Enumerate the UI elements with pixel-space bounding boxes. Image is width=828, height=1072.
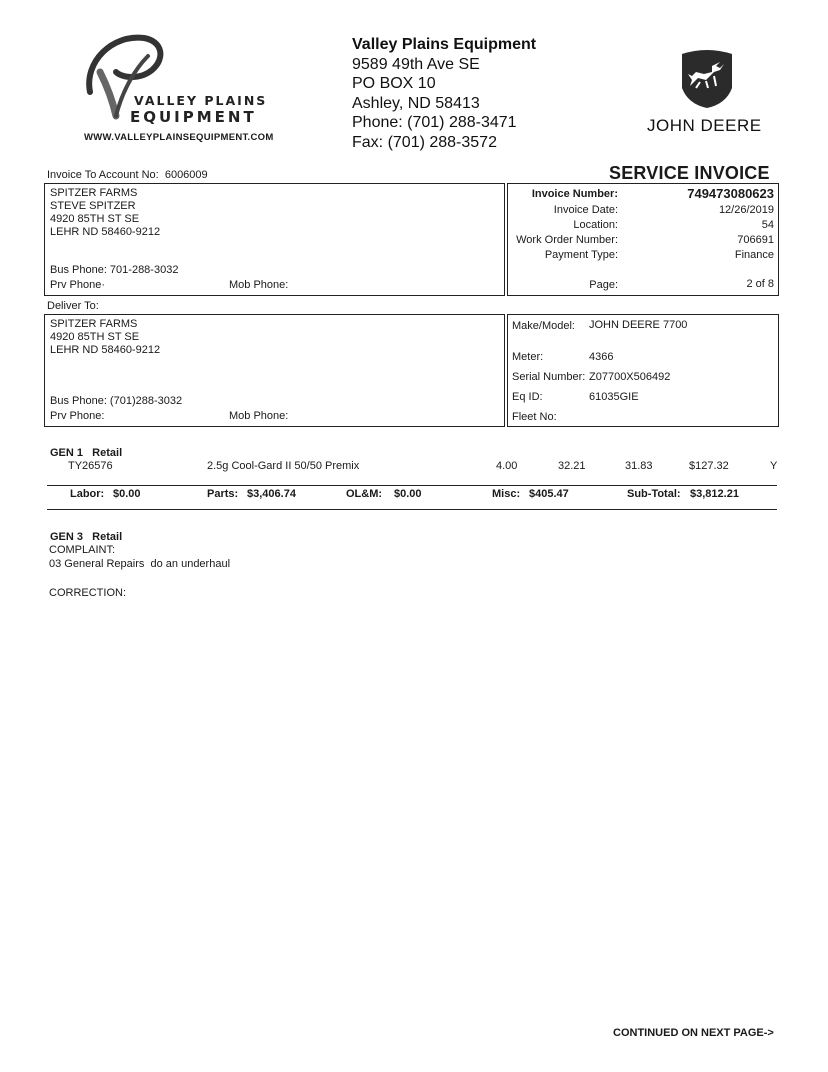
account-label: Invoice To Account No: bbox=[47, 169, 159, 181]
page-label: Page: bbox=[589, 279, 618, 291]
deliver-to-prv-phone: Prv Phone: bbox=[50, 410, 105, 422]
payment-type-label: Payment Type: bbox=[544, 249, 618, 261]
account-number: 6006009 bbox=[164, 169, 208, 181]
deliver-to-mob-phone: Mob Phone: bbox=[229, 410, 289, 422]
dealer-fax: Fax: (701) 288-3572 bbox=[352, 133, 497, 151]
page-value: 2 of 8 bbox=[746, 278, 774, 290]
line-item-list-price: 32.21 bbox=[558, 460, 586, 472]
make-model-label: Make/Model: bbox=[512, 320, 575, 332]
line-item-tax-flag: Y bbox=[770, 460, 778, 472]
olm-value: $0.00 bbox=[394, 488, 422, 500]
bill-to-line: STEVE SPITZER bbox=[50, 200, 136, 212]
fleet-no-label: Fleet No: bbox=[512, 411, 557, 423]
invoice-title: SERVICE INVOICE bbox=[609, 163, 770, 183]
misc-label: Misc: bbox=[492, 488, 521, 500]
deer-icon bbox=[676, 48, 738, 110]
bill-to-bus-phone: Bus Phone: 701-288-3032 bbox=[50, 264, 179, 276]
parts-label: Parts: bbox=[207, 488, 239, 500]
john-deere-logo bbox=[645, 48, 770, 138]
labor-label: Labor: bbox=[70, 488, 105, 500]
bill-to-box bbox=[44, 183, 505, 296]
eq-id-value: 61035GIE bbox=[589, 391, 639, 403]
totals-bottom-rule bbox=[47, 509, 777, 510]
work-order-value: 706691 bbox=[737, 234, 774, 246]
dealer-name: Valley Plains Equipment bbox=[352, 36, 537, 53]
equipment-box bbox=[507, 314, 779, 427]
account-number-row bbox=[47, 169, 208, 182]
dealer-city-state-zip: Ashley, ND 58413 bbox=[352, 94, 480, 112]
dealer-logo bbox=[82, 32, 282, 147]
line-item-qty: 4.00 bbox=[496, 460, 518, 472]
bill-to-line: SPITZER FARMS bbox=[50, 187, 138, 199]
deliver-to-heading: Deliver To: bbox=[47, 300, 99, 312]
serial-number-value: Z07700X506492 bbox=[589, 371, 671, 383]
complaint-text: 03 General Repairs do an underhaul bbox=[49, 558, 231, 570]
subtotal-value: $3,812.21 bbox=[690, 488, 739, 500]
dealer-address-line1: 9589 49th Ave SE bbox=[352, 55, 480, 73]
bill-to-line: 4920 85TH ST SE bbox=[50, 213, 140, 225]
correction-label: CORRECTION: bbox=[49, 587, 126, 599]
invoice-number-label: Invoice Number: bbox=[531, 188, 618, 200]
gen1-heading: GEN 1 Retail bbox=[50, 447, 123, 459]
make-model-value: JOHN DEERE 7700 bbox=[589, 319, 688, 331]
continued-note: CONTINUED ON NEXT PAGE-> bbox=[613, 1027, 774, 1039]
invoice-date-value: 12/26/2019 bbox=[718, 204, 774, 216]
complaint-label: COMPLAINT: bbox=[49, 544, 116, 556]
meter-value: 4366 bbox=[589, 351, 614, 363]
work-order-label: Work Order Number: bbox=[516, 234, 618, 246]
deliver-to-line: LEHR ND 58460-9212 bbox=[50, 344, 161, 356]
payment-type-value: Finance bbox=[734, 249, 774, 261]
deliver-to-box bbox=[44, 314, 505, 427]
line-item-extended: $127.32 bbox=[689, 460, 729, 472]
line-item-net-price: 31.83 bbox=[625, 460, 653, 472]
brand-name: JOHN DEERE bbox=[647, 116, 762, 135]
location-label: Location: bbox=[573, 219, 618, 231]
deliver-to-bus-phone: Bus Phone: (701)288-3032 bbox=[50, 395, 183, 407]
subtotal-label: Sub-Total: bbox=[627, 488, 681, 500]
eq-id-label: Eq ID: bbox=[512, 391, 543, 403]
gen3-heading: GEN 3 Retail bbox=[50, 531, 123, 543]
dealer-website: WWW.VALLEYPLAINSEQUIPMENT.COM bbox=[84, 132, 274, 143]
line-item-part: TY26576 bbox=[68, 460, 113, 472]
deliver-to-line: SPITZER FARMS bbox=[50, 318, 138, 330]
misc-value: $405.47 bbox=[529, 488, 569, 500]
totals-row bbox=[0, 488, 828, 502]
logo-line-1: VALLEY PLAINS bbox=[134, 93, 268, 108]
invoice-date-label: Invoice Date: bbox=[553, 204, 618, 216]
dealer-address-line2: PO BOX 10 bbox=[352, 75, 436, 92]
dealer-address bbox=[352, 35, 592, 152]
bill-to-prv-phone: Prv Phone· bbox=[50, 279, 106, 291]
olm-label: OL&M: bbox=[346, 488, 383, 500]
line-item-description: 2.5g Cool-Gard II 50/50 Premix bbox=[207, 460, 360, 472]
bill-to-mob-phone: Mob Phone: bbox=[229, 279, 289, 291]
invoice-details-box bbox=[507, 183, 779, 296]
logo-line-2: EQUIPMENT bbox=[130, 108, 257, 126]
serial-number-label: Serial Number: bbox=[512, 371, 586, 383]
location-value: 54 bbox=[761, 219, 774, 231]
dealer-phone: Phone: (701) 288-3471 bbox=[352, 114, 517, 131]
invoice-number-value: 749473080623 bbox=[687, 186, 774, 201]
deliver-to-line: 4920 85TH ST SE bbox=[50, 331, 140, 343]
meter-label: Meter: bbox=[512, 351, 544, 363]
totals-top-rule bbox=[47, 485, 777, 486]
parts-value: $3,406.74 bbox=[247, 488, 296, 500]
bill-to-line: LEHR ND 58460-9212 bbox=[50, 226, 161, 238]
labor-value: $0.00 bbox=[113, 488, 141, 500]
